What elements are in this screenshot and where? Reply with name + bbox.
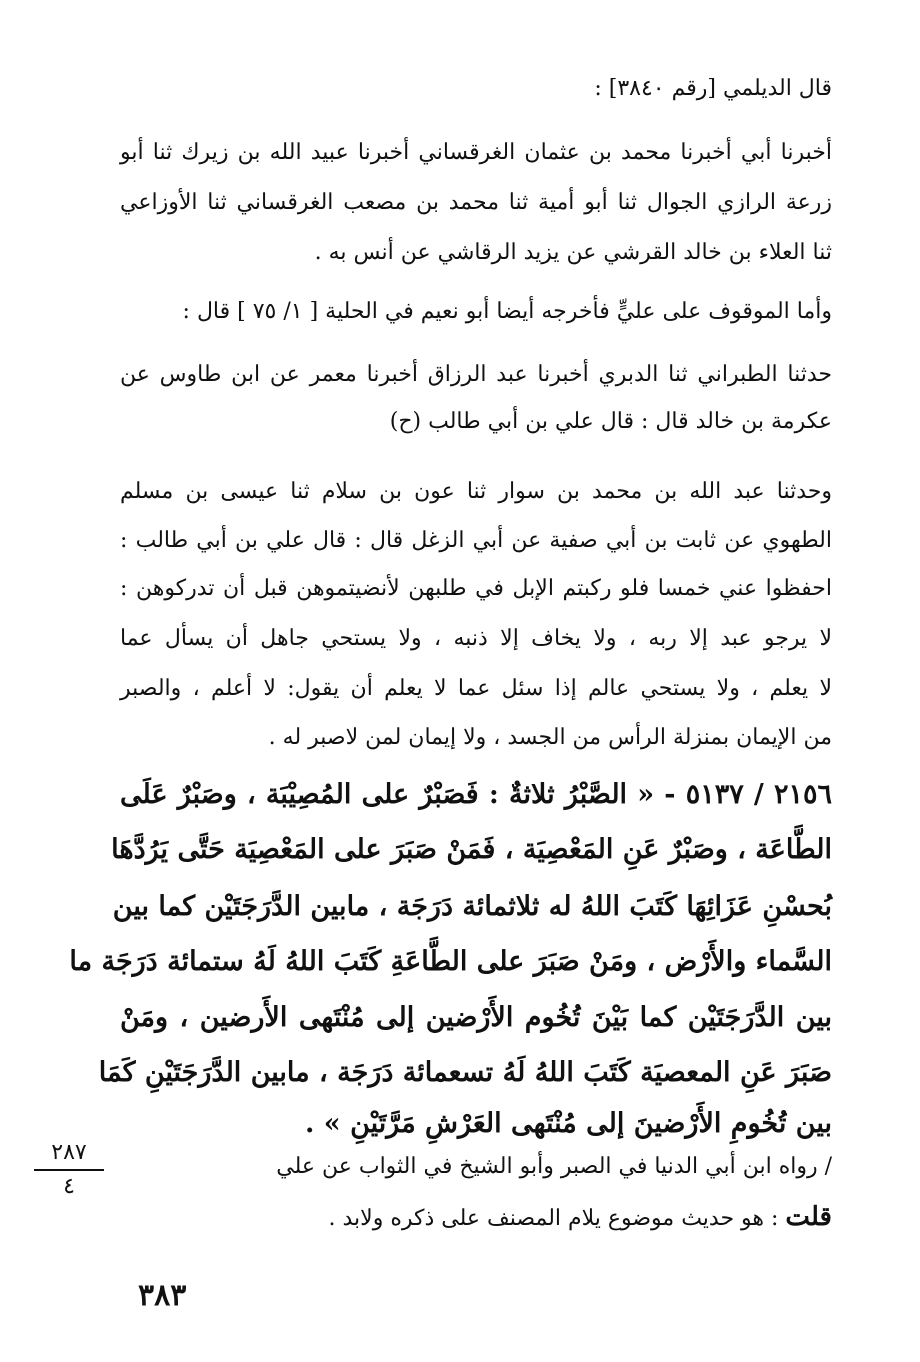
hadith-line-7: بين تُخُومِ الأَرْضينَ إلى مُنْتَهى العَرْشِ مَرَّتَيْنِ » . xyxy=(305,1108,832,1139)
comment-label: قلت xyxy=(785,1202,832,1232)
isnad-3-line-4: لا يرجو عبد إلا ربه ، ولا يخاف إلا ذنبه ، ولا يستحي جاهل أن يسأل عما xyxy=(120,626,832,651)
side-number-numerator: ٢٨٧ xyxy=(34,1138,104,1171)
takhrij-line: / رواه ابن أبي الدنيا في الصبر وأبو الشيخ في الثواب عن علي xyxy=(276,1154,832,1179)
header-line: قال الديلمي [رقم ٣٨٤٠] : xyxy=(594,76,832,101)
isnad-3-line-2: الطهوي عن ثابت بن أبي صفية عن أبي الزغل قال : قال علي بن أبي طالب : xyxy=(120,528,832,553)
hadith-line-6: صَبَرَ عَنِ المعصيَة كَتَبَ اللهُ لَهُ تسعمائة دَرَجَة ، مابين الدَّرَجَتَيْنِ كَمَا xyxy=(98,1057,832,1088)
hadith-line-5: بين الدَّرَجَتَيْن كما بَيْنَ تُخُوم الأَرْضين إلى مُنْتَهى الأَرضين ، ومَنْ xyxy=(120,1002,832,1033)
hadith-line-4: السَّماء والأَرْض ، ومَنْ صَبَرَ على الطَّاعَةِ كَتَبَ اللهُ لَهُ ستمائة دَرَجَة ما xyxy=(69,946,832,977)
isnad-3-line-1: وحدثنا عبد الله بن محمد بن سوار ثنا عون بن سلام ثنا عيسى بن مسلم xyxy=(120,479,832,504)
hadith-line-1: ٢١٥٦ / ٥١٣٧ - « الصَّبْرُ ثلاثةٌ : فَصَبْرٌ على المُصِيْبَة ، وصَبْرٌ عَلَى xyxy=(120,779,833,810)
side-number-fraction xyxy=(34,1138,104,1202)
isnad-1-line-1: أخبرنا أبي أخبرنا محمد بن عثمان الغرقساني أخبرنا عبيد الله بن زيرك ثنا أبو xyxy=(120,140,832,165)
hadith-line-3: بُحسْنِ عَزَائِهَا كَتَبَ اللهُ له ثلاثمائة دَرَجَة ، مابين الدَّرَجَتَيْن كما بين xyxy=(112,891,832,922)
isnad-1-line-3: ثنا العلاء بن خالد القرشي عن يزيد الرقاشي عن أنس به . xyxy=(314,240,832,265)
isnad-3-line-6: من الإيمان بمنزلة الرأس من الجسد ، ولا إيمان لمن لاصبر له . xyxy=(268,725,832,750)
hadith-line-2: الطَّاعَة ، وصَبْرٌ عَنِ المَعْصِيَة ، فَمَنْ صَبَرَ على المَعْصِيَة حَتَّى يَرُدَّهَا xyxy=(111,834,832,865)
page-number: ٣٨٣ xyxy=(138,1278,187,1313)
isnad-3-line-3: احفظوا عني خمسا فلو ركبتم الإبل في طلبهن لأنضيتموهن قبل أن تدركوهن : xyxy=(120,576,832,601)
isnad-2-line-2: عكرمة بن خالد قال : قال علي بن أبي طالب (ح) xyxy=(389,409,832,434)
side-number-denominator: ٤ xyxy=(63,1174,75,1199)
comment-text: : هو حديث موضوع يلام المصنف على ذكره ولابد . xyxy=(328,1206,786,1231)
mawquf-intro-line: وأما الموقوف على عليٍّ فأخرجه أيضا أبو نعيم في الحلية [ ١/ ٧٥ ] قال : xyxy=(182,299,832,324)
isnad-2-line-1: حدثنا الطبراني ثنا الدبري أخبرنا عبد الرزاق أخبرنا معمر عن ابن طاوس عن xyxy=(120,362,832,387)
isnad-3-line-5: لا يعلم ، ولا يستحي عالم إذا سئل عما لا يعلم أن يقول: لا أعلم ، والصبر xyxy=(120,676,832,701)
comment-line xyxy=(120,1196,832,1238)
isnad-1-line-2: زرعة الرازي الجوال ثنا أبو أمية ثنا محمد بن مصعب الغرقساني ثنا الأوزاعي xyxy=(120,190,832,215)
